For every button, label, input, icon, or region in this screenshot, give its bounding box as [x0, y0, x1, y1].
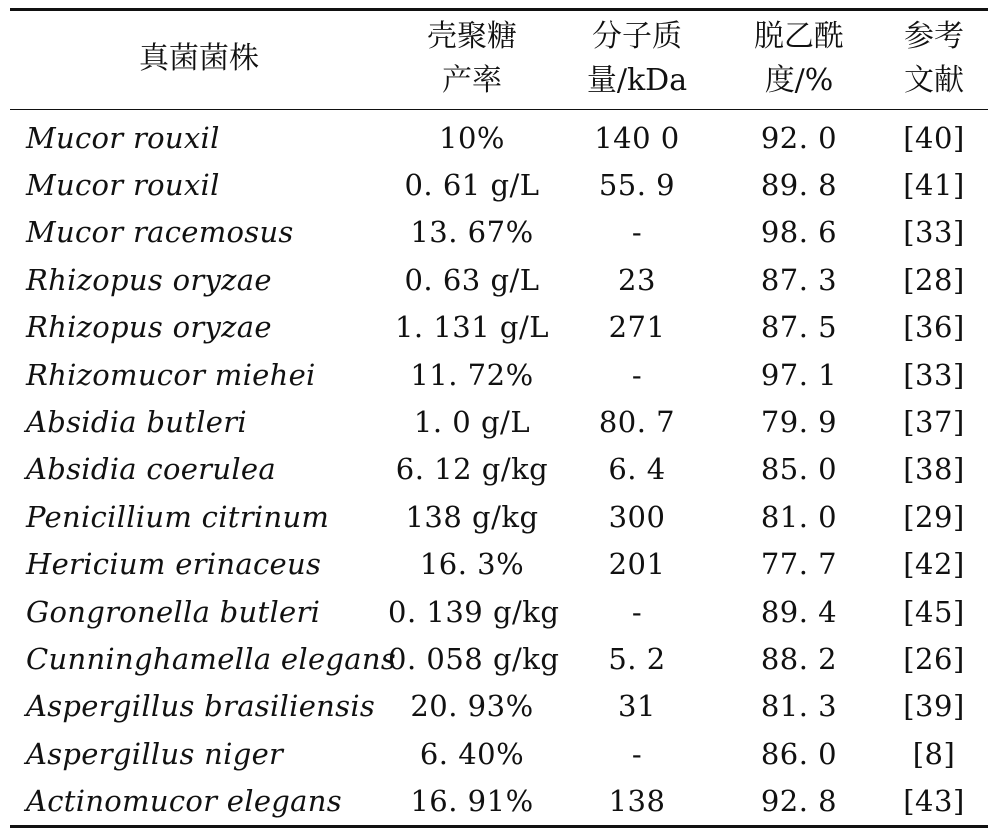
cell-reference: [43] [903, 784, 965, 819]
cell-deacetylation-degree: 88. 2 [760, 641, 838, 676]
cell-reference: [29] [903, 499, 965, 534]
cell-fungal-strain: Mucor racemosus [26, 215, 294, 250]
table-row [10, 683, 988, 730]
cell-chitosan-yield: 0. 139 g/kg [388, 594, 560, 629]
cell-chitosan-yield: 6. 40% [419, 736, 525, 771]
cell-molecular-weight: 271 [608, 310, 666, 345]
cell-fungal-strain: Penicillium citrinum [26, 499, 330, 534]
cell-fungal-strain: Rhizopus oryzae [26, 310, 272, 345]
table-row [10, 110, 988, 162]
table-row [10, 398, 988, 445]
table-row [10, 635, 988, 682]
cell-molecular-weight: 6. 4 [608, 452, 666, 487]
cell-molecular-weight: - [631, 594, 643, 629]
cell-molecular-weight: 31 [618, 689, 656, 724]
header-reference-line-1: 参考 [904, 19, 964, 54]
cell-molecular-weight: 80. 7 [598, 405, 676, 440]
header-deacetylation-degree [718, 10, 880, 110]
cell-chitosan-yield: 0. 61 g/L [404, 168, 540, 203]
table-row [10, 588, 988, 635]
table-header [10, 10, 988, 110]
cell-fungal-strain: Rhizopus oryzae [26, 262, 272, 297]
cell-reference: [45] [903, 594, 965, 629]
cell-deacetylation-degree: 79. 9 [760, 405, 838, 440]
cell-chitosan-yield: 11. 72% [410, 357, 534, 392]
header-chitosan-yield [388, 10, 556, 110]
cell-reference: [41] [903, 168, 965, 203]
cell-reference: [37] [903, 405, 965, 440]
cell-chitosan-yield: 1. 131 g/L [394, 310, 550, 345]
header-molecular-weight [556, 10, 718, 110]
cell-deacetylation-degree: 97. 1 [760, 357, 838, 392]
cell-deacetylation-degree: 89. 8 [760, 168, 838, 203]
cell-fungal-strain: Aspergillus brasiliensis [26, 689, 376, 724]
cell-chitosan-yield: 6. 12 g/kg [395, 452, 549, 487]
cell-reference: [33] [903, 215, 965, 250]
cell-molecular-weight: - [631, 215, 643, 250]
cell-reference: [28] [903, 262, 965, 297]
cell-deacetylation-degree: 87. 5 [760, 310, 838, 345]
cell-fungal-strain: Cunninghamella elegans [26, 641, 397, 676]
cell-deacetylation-degree: 86. 0 [760, 736, 838, 771]
table-row [10, 446, 988, 493]
cell-molecular-weight: 55. 9 [598, 168, 676, 203]
header-chitosan-yield-line-1: 壳聚糖 [427, 19, 517, 54]
cell-deacetylation-degree: 77. 7 [760, 547, 838, 582]
cell-chitosan-yield: 20. 93% [410, 689, 534, 724]
cell-fungal-strain: Mucor rouxil [26, 168, 220, 203]
table-row [10, 351, 988, 398]
cell-molecular-weight: - [631, 736, 643, 771]
cell-chitosan-yield: 16. 91% [410, 784, 534, 819]
cell-chitosan-yield: 16. 3% [419, 547, 525, 582]
cell-chitosan-yield: 10% [439, 120, 505, 155]
cell-fungal-strain: Mucor rouxil [26, 120, 220, 155]
header-molecular-weight-line-2: 量/kDa [586, 63, 688, 98]
cell-reference: [33] [903, 357, 965, 392]
cell-fungal-strain: Rhizomucor miehei [26, 357, 316, 392]
cell-fungal-strain: Absidia butleri [26, 405, 247, 440]
cell-molecular-weight: 300 [608, 499, 666, 534]
cell-molecular-weight: 23 [618, 262, 656, 297]
chitosan-fungal-strains-table-container [10, 8, 988, 828]
cell-reference: [38] [903, 452, 965, 487]
table-row [10, 777, 988, 826]
table-body [10, 110, 988, 827]
cell-molecular-weight: 201 [608, 547, 666, 582]
header-chitosan-yield-line-2: 产率 [442, 63, 502, 98]
cell-deacetylation-degree: 81. 3 [760, 689, 838, 724]
cell-molecular-weight: 5. 2 [608, 641, 666, 676]
cell-reference: [8] [912, 736, 956, 771]
cell-deacetylation-degree: 89. 4 [760, 594, 838, 629]
cell-chitosan-yield: 1. 0 g/L [413, 405, 531, 440]
cell-fungal-strain: Hericium erinaceus [26, 547, 322, 582]
table-row [10, 304, 988, 351]
cell-fungal-strain: Aspergillus niger [26, 736, 284, 771]
table-row [10, 209, 988, 256]
cell-chitosan-yield: 0. 058 g/kg [388, 641, 560, 676]
table-row [10, 161, 988, 208]
header-fungal-strain-line-1: 真菌菌株 [139, 41, 259, 76]
chitosan-fungal-strains-table [10, 8, 988, 828]
cell-chitosan-yield: 138 g/kg [405, 499, 539, 534]
header-deacetylation-degree-line-2: 度/% [764, 63, 834, 98]
cell-reference: [42] [903, 547, 965, 582]
header-reference [880, 10, 988, 110]
table-row [10, 541, 988, 588]
table-row [10, 730, 988, 777]
cell-deacetylation-degree: 87. 3 [760, 262, 838, 297]
cell-fungal-strain: Absidia coerulea [26, 452, 276, 487]
cell-molecular-weight: - [631, 357, 643, 392]
cell-fungal-strain: Actinomucor elegans [26, 784, 342, 819]
table-row [10, 256, 988, 303]
header-molecular-weight-line-1: 分子质 [592, 19, 682, 54]
cell-reference: [39] [903, 689, 965, 724]
cell-molecular-weight: 140 0 [594, 120, 680, 155]
cell-deacetylation-degree: 98. 6 [760, 215, 838, 250]
header-reference-line-2: 文献 [904, 63, 964, 98]
cell-reference: [40] [903, 120, 965, 155]
cell-fungal-strain: Gongronella butleri [26, 594, 321, 629]
header-fungal-strain [10, 10, 388, 110]
cell-deacetylation-degree: 85. 0 [760, 452, 838, 487]
header-row [10, 10, 988, 110]
header-deacetylation-degree-line-1: 脱乙酰 [754, 19, 844, 54]
cell-chitosan-yield: 13. 67% [410, 215, 534, 250]
table-row [10, 493, 988, 540]
cell-deacetylation-degree: 81. 0 [760, 499, 838, 534]
cell-chitosan-yield: 0. 63 g/L [404, 262, 540, 297]
cell-reference: [26] [903, 641, 965, 676]
cell-molecular-weight: 138 [608, 784, 666, 819]
cell-deacetylation-degree: 92. 0 [760, 120, 838, 155]
cell-reference: [36] [903, 310, 965, 345]
cell-deacetylation-degree: 92. 8 [760, 784, 838, 819]
